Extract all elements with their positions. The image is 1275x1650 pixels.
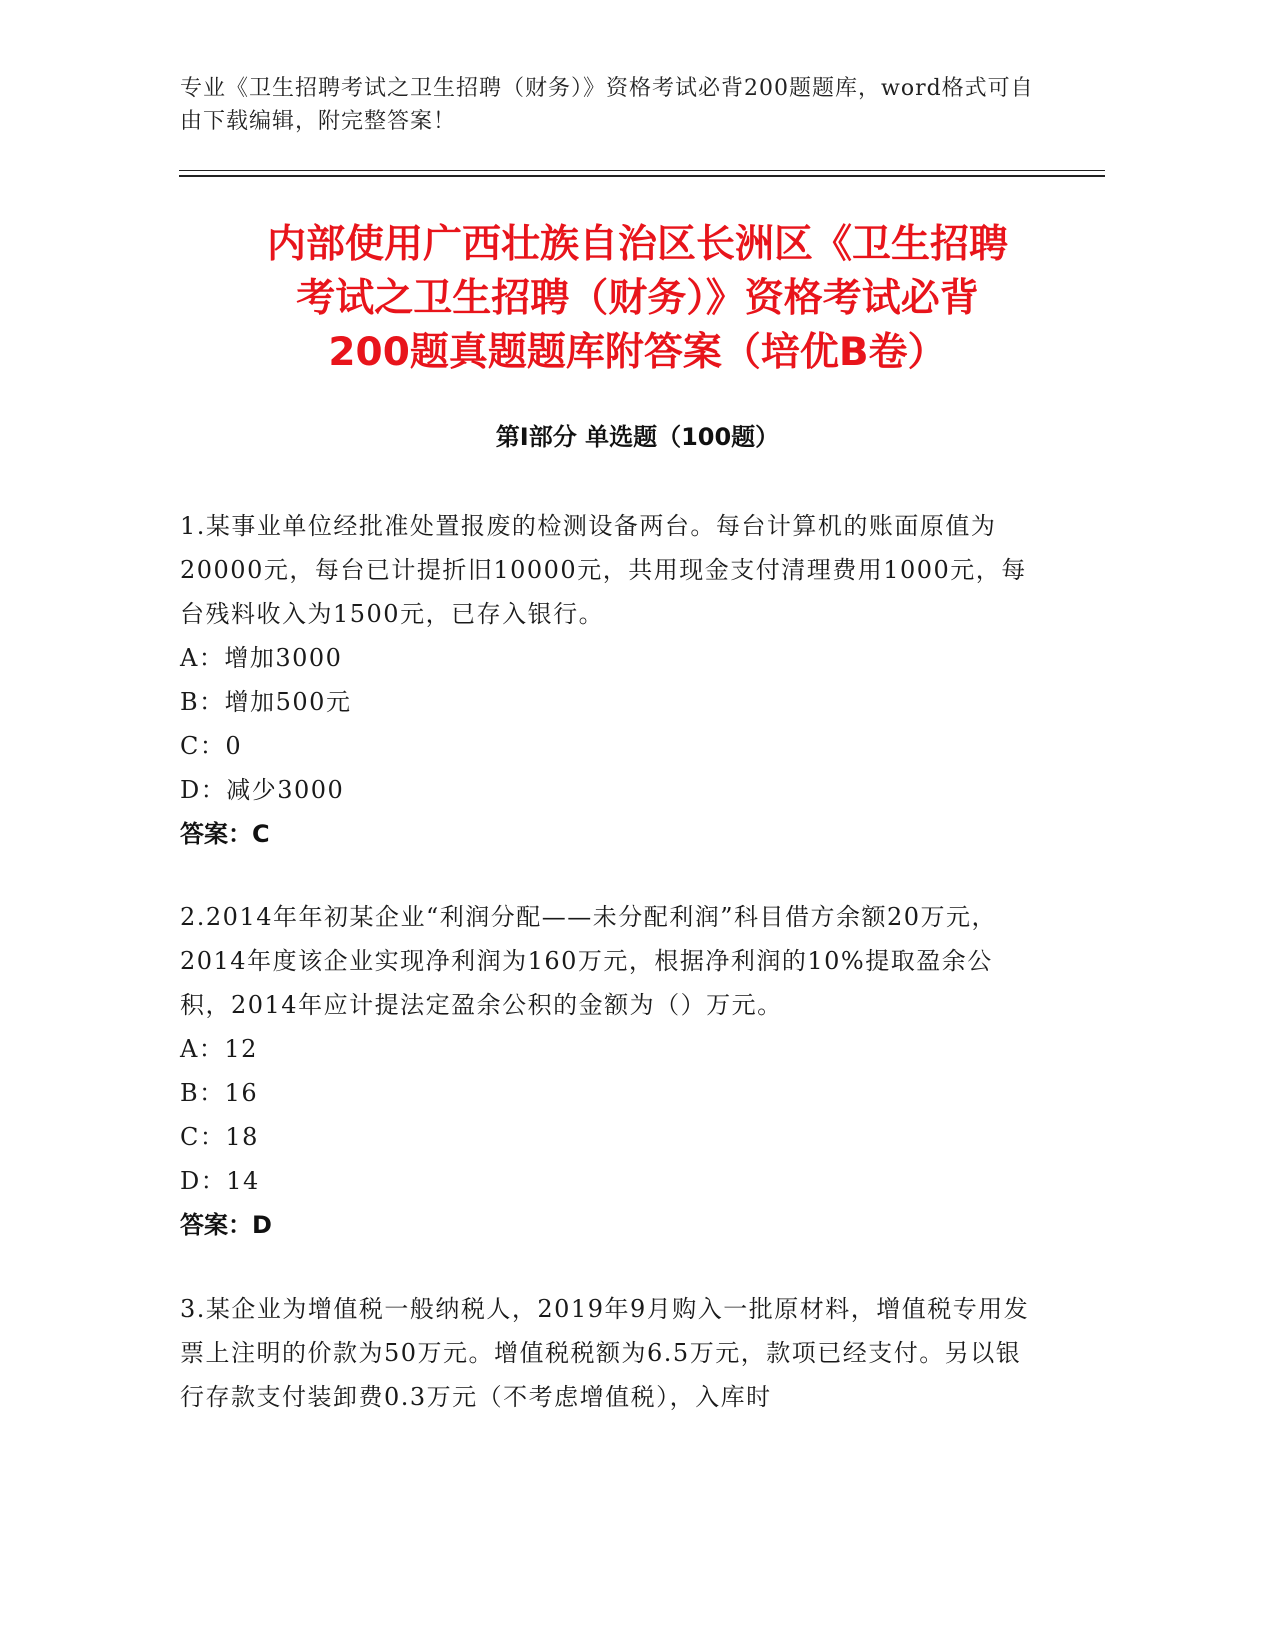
option-d: D：减少3000 bbox=[180, 776, 345, 804]
question-stem: 3.某企业为增值税一般纳税人，2019年9月购入一批原材料，增值税专用发票上注明的价款为50万元。增值税税额为6.5万元，款项已经支付。另以银行存款支付装卸费0.3万元（不考虑增值税），入库时 bbox=[180, 1295, 1030, 1411]
header-divider-bottom bbox=[179, 175, 1105, 177]
option-a: A：12 bbox=[180, 1035, 258, 1063]
question-3 bbox=[180, 1287, 1040, 1419]
question-1 bbox=[180, 504, 1040, 856]
document-title-line-1: 内部使用广西壮族自治区长洲区《卫生招聘 bbox=[266, 222, 1008, 267]
option-d: D：14 bbox=[180, 1167, 260, 1195]
option-c: C：18 bbox=[180, 1123, 259, 1151]
answer-label: 答案：D bbox=[180, 1211, 272, 1239]
option-c: C：0 bbox=[180, 732, 243, 760]
option-b: B：16 bbox=[180, 1079, 259, 1107]
question-stem: 1.某事业单位经批准处置报废的检测设备两台。每台计算机的账面原值为20000元，每台已计提折旧10000元，共用现金支付清理费用1000元，每台残料收入为1500元，已存入银行。 bbox=[180, 512, 1027, 628]
document-title-line-2: 考试之卫生招聘（财务）》资格考试必背 bbox=[296, 276, 979, 321]
question-stem: 2.2014年年初某企业“利润分配——未分配利润”科目借方余额20万元，2014年度该企业实现净利润为160万元，根据净利润的10%提取盈余公积，2014年应计提法定盈余公积的金额为（）万元。 bbox=[180, 903, 998, 1019]
document-title bbox=[160, 218, 1115, 380]
question-2 bbox=[180, 895, 1040, 1247]
answer-label: 答案：C bbox=[180, 820, 270, 848]
header-divider-top bbox=[179, 170, 1105, 171]
option-a: A：增加3000 bbox=[180, 644, 343, 672]
document-title-line-3: 200题真题题库附答案（培优B卷） bbox=[328, 330, 947, 375]
section-heading: 第I部分 单选题（100题） bbox=[495, 423, 780, 451]
option-b: B：增加500元 bbox=[180, 688, 352, 716]
header-note: 专业《卫生招聘考试之卫生招聘（财务）》资格考试必背200题题库，word格式可自由下载编辑，附完整答案！ bbox=[180, 76, 1034, 134]
